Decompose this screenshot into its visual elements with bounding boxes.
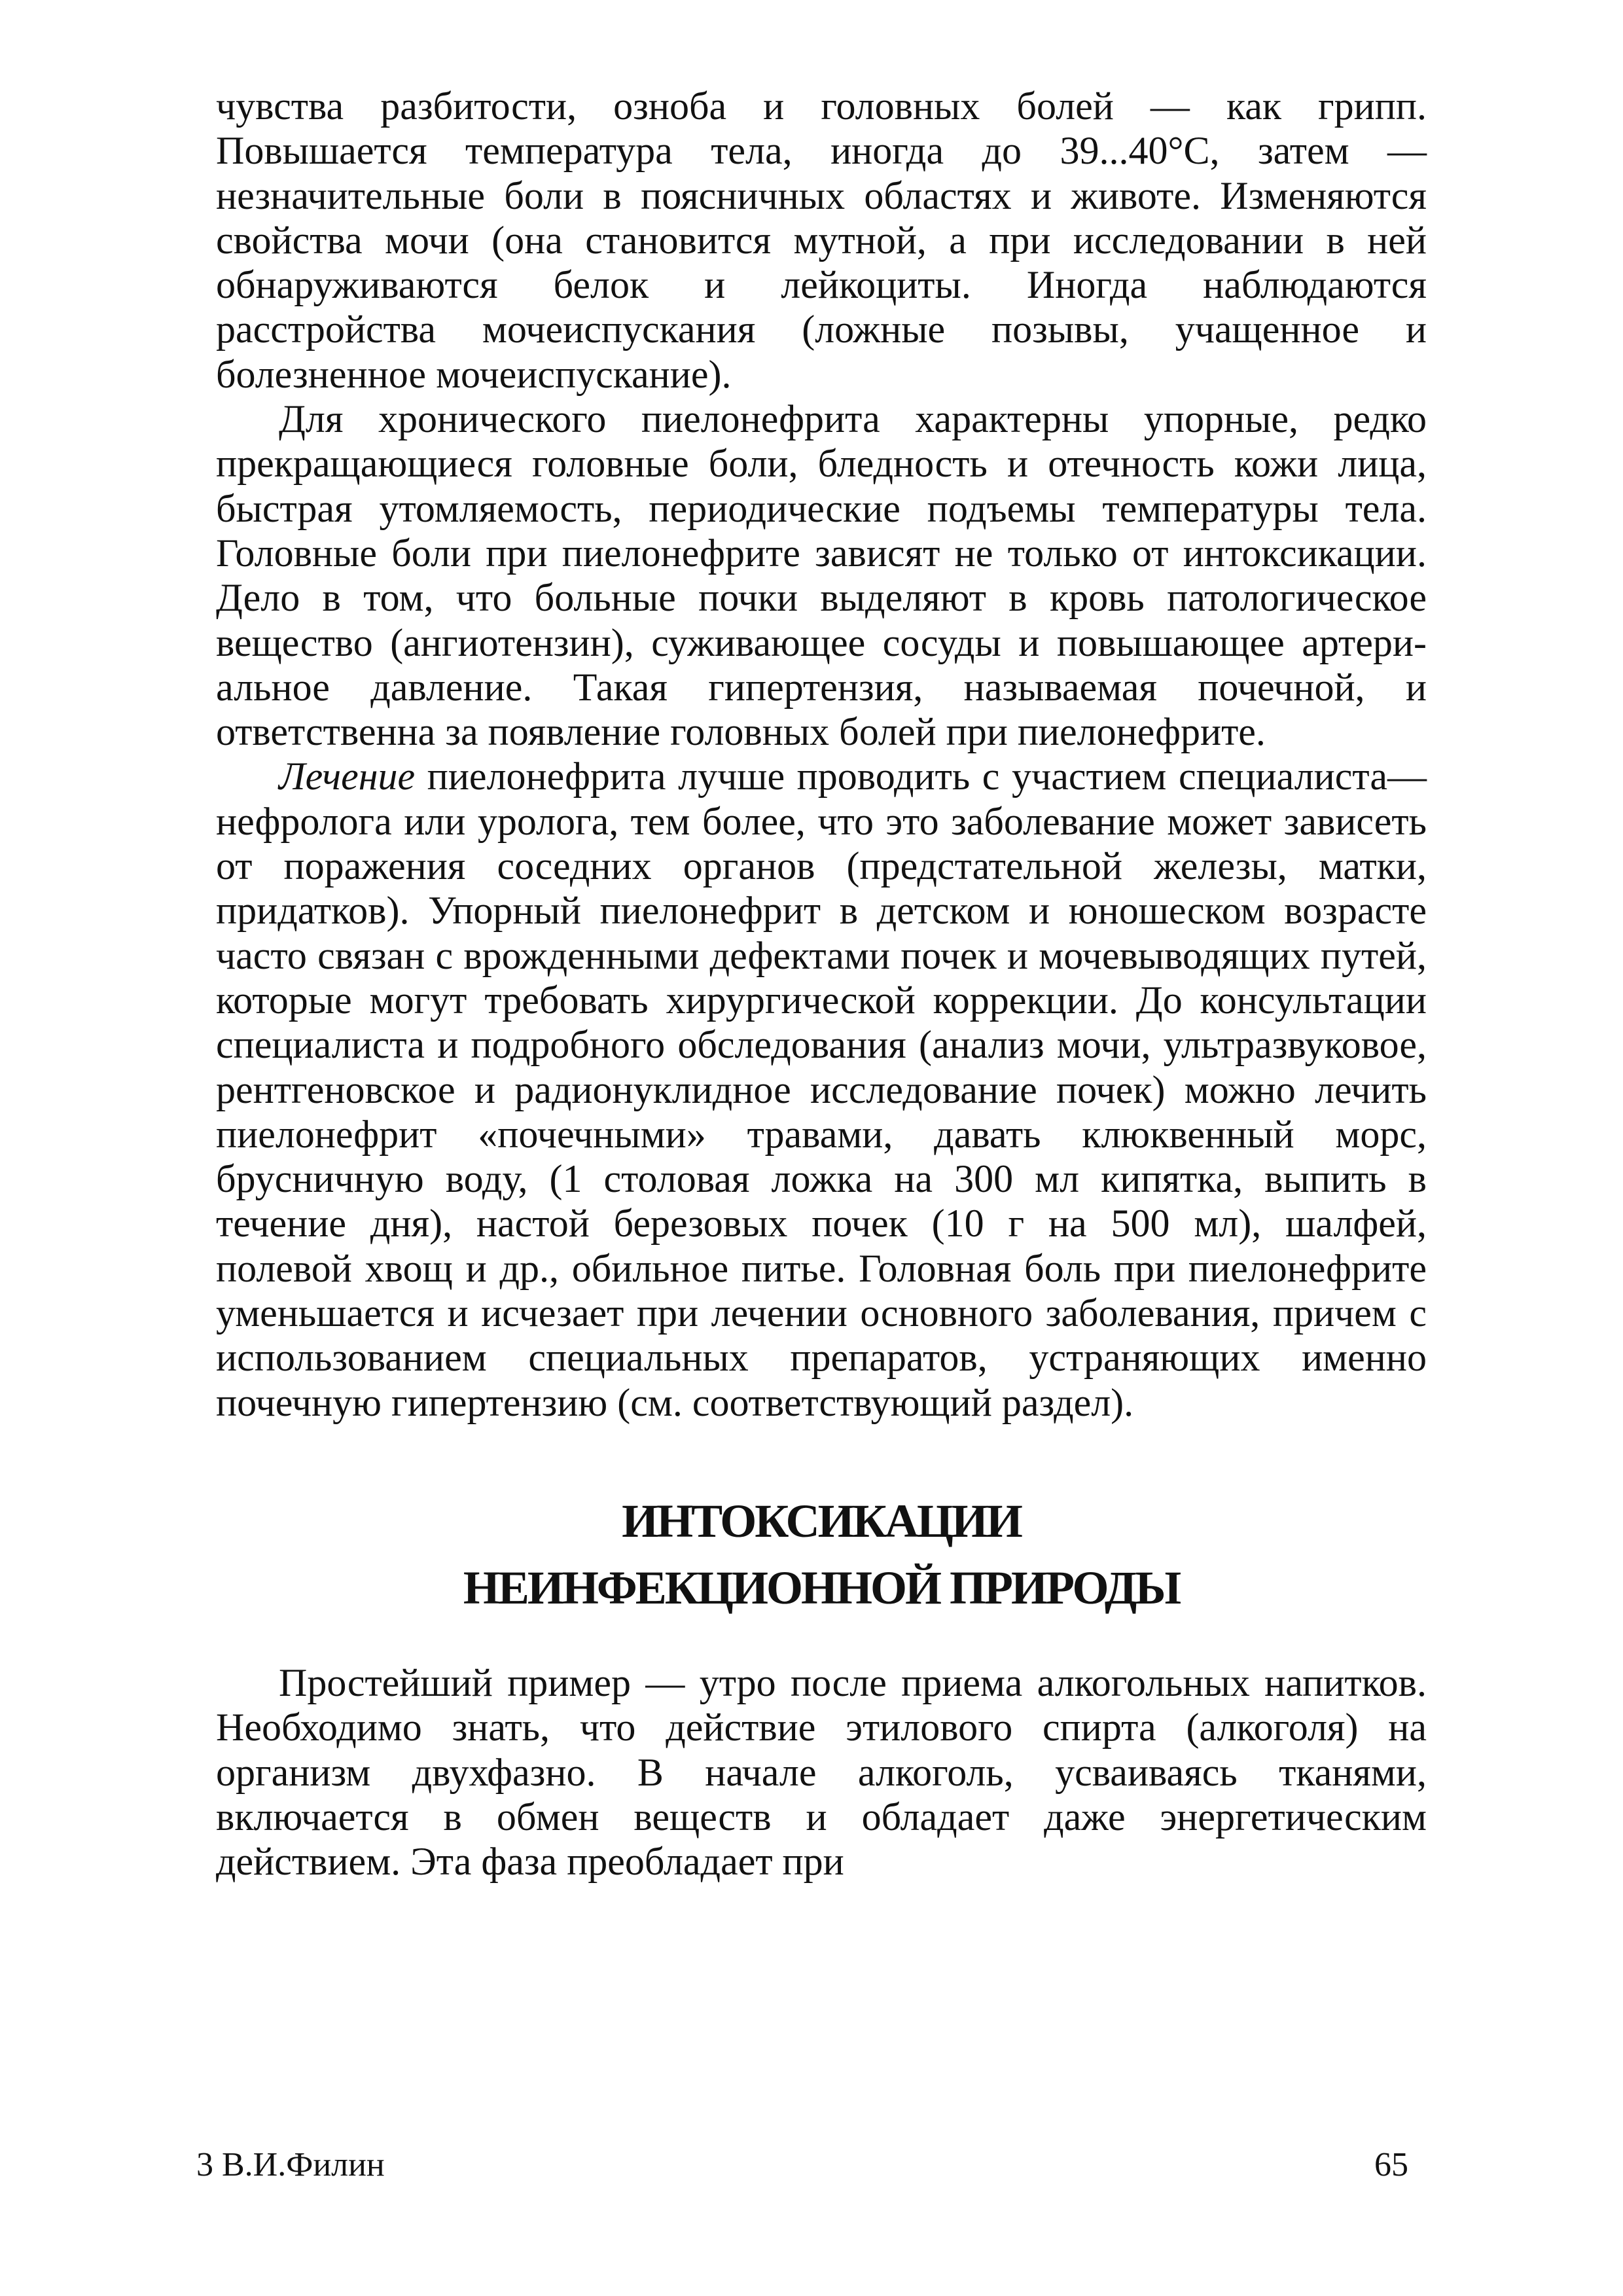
treatment-term: Лечение	[279, 755, 416, 798]
treatment-text: пиелонефрита лучше проводить с участием специалиста—нефролога или уролога, тем более, что это заболевание может зависеть от поражения соседних органов (предстательной железы, матки, придатков). Упорный пиелонефрит в детском и юношеском возрасте часто связан с врожденными дефектами почек и мочевыводящих путей, которые могут требовать хирургической коррекции. До консультации специалиста и подробного обследования (анализ мочи, ультразвуковое, рентгеновское и радионуклидное исследование почек) можно лечить пиелонефрит «почечными» травами, давать клюквенный морс, брусничную воду, (1 столовая ложка на 300 мл кипятка, выпить в течение дня), настой березовых почек (10 г на 500 мл), шалфей, полевой хвощ и др., обильное питье. Головная боль при пиелонефрите уменьшается и исчезает при лечении основного заболевания, причем с использованием специальных препаратов, устраняющих именно почечную гипертензию (см. соответствующий раздел).	[216, 755, 1427, 1424]
paragraph-chronic-pyelonephritis: Для хронического пиелонефрита характерны упорные, редко прекращающиеся головные боли, бледность и отечность кожи лица, быстрая утомляемость, периодические подъемы температуры тела. Головные боли при пиелонефрите зависят не только от интоксикации. Дело в том, что больные почки выделяют в кровь патологическое вещество (ангиотензин), суживающее сосуды и повышающее артериальное давление. Такая гипертензия, называемая почечной, и ответственна за появление головных болей при пиелонефрите.	[216, 397, 1427, 754]
section-heading-line-1: ИНТОКСИКАЦИИ	[622, 1494, 1021, 1547]
page-number: 65	[1374, 2146, 1408, 2183]
section-heading	[216, 1488, 1427, 1621]
paragraph-treatment	[216, 754, 1427, 1424]
footer-signature: 3 В.И.Филин	[196, 2146, 385, 2183]
section-heading-line-2: НЕИНФЕКЦИОННОЙ ПРИРОДЫ	[463, 1561, 1180, 1614]
page-body	[216, 84, 1427, 1884]
paragraph-symptoms: чувства разбитости, озноба и головных болей — как грипп. Повышается температура тела, иногда до 39...40°С, затем — незначительные боли в поясничных областях и животе. Изменяются свойства мочи (она становится мутной, а при исследовании в ней обнаруживаются белок и лейкоциты. Иногда наблюдаются расстройства мочеиспускания (ложные позывы, учащенное и болезненное мочеиспускание).	[216, 84, 1427, 396]
paragraph-alcohol: Простейший пример — утро после приема алкогольных напитков. Необходимо знать, что действие этилового спирта (алкоголя) на организм двухфазно. В начале алкоголь, усваиваясь тканями, включается в обмен веществ и обладает даже энергетическим действием. Эта фаза преобладает при	[216, 1660, 1427, 1884]
